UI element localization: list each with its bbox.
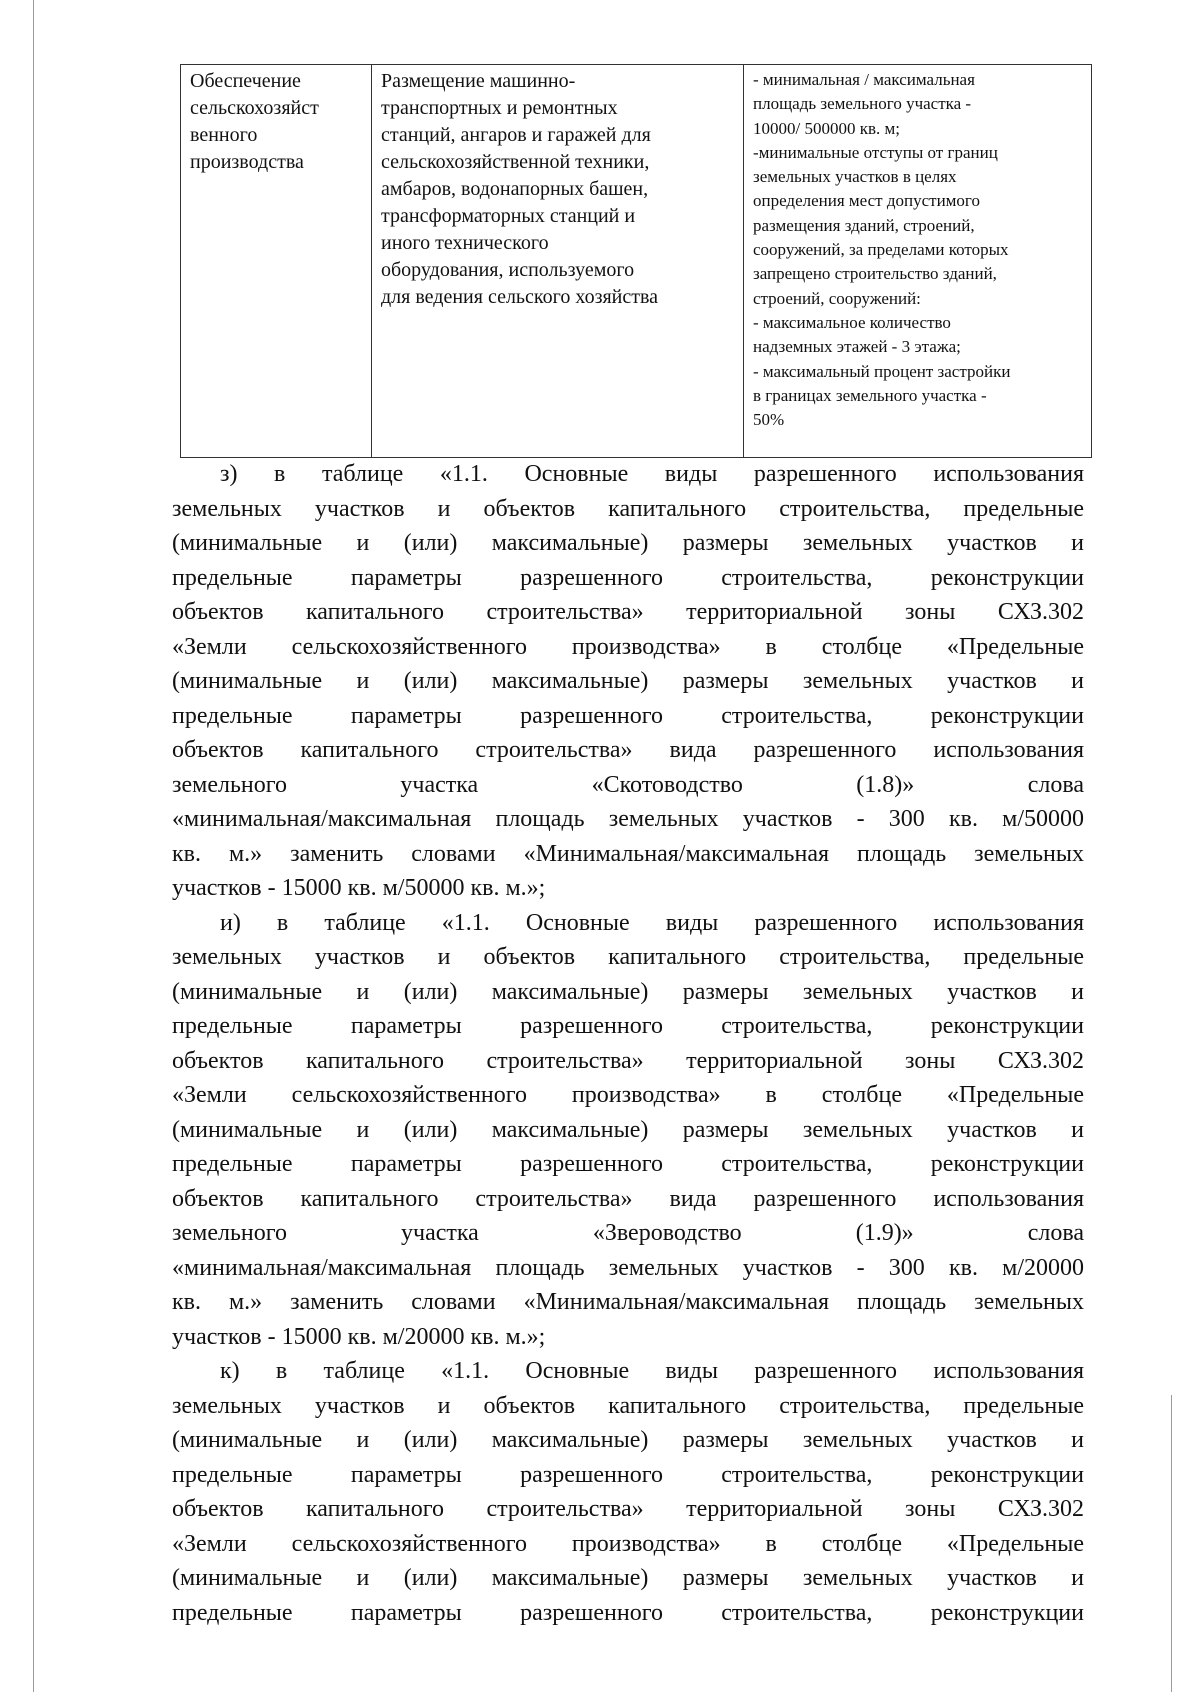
text-line: з) в таблице «1.1. Основные виды разрешенного использования xyxy=(220,461,1084,487)
text-line: земельных участков и объектов капитального строительства, предельные xyxy=(172,944,1084,970)
text-line: объектов капитального строительства» вида разрешенного использования xyxy=(172,1185,1084,1212)
cell-line: амбаров, водонапорных башен, xyxy=(381,178,649,200)
scan-edge-right xyxy=(1171,1395,1172,1692)
description-cell xyxy=(372,65,744,458)
text-line: (минимальные и (или) максимальные) размеры земельных участков и xyxy=(172,1565,1084,1591)
use-type-cell xyxy=(181,65,372,458)
text-line: «Земли сельскохозяйственного производства» в столбце «Предельные xyxy=(172,1530,1084,1557)
text-line: земельных участков и объектов капитального строительства, предельные xyxy=(172,1392,1084,1419)
document-body xyxy=(172,457,1084,1630)
text-line: «минимальная/максимальная площадь земельных участков - 300 кв. м/20000 xyxy=(172,1254,1084,1281)
text-line: объектов капитального строительства» территориальной зоны СХЗ.302 xyxy=(172,1047,1084,1074)
text-line: и) в таблице «1.1. Основные виды разрешенного использования xyxy=(220,909,1084,936)
cell-line: оборудования, используемого xyxy=(381,259,635,281)
cell-line: определения мест допустимого xyxy=(753,191,980,211)
cell-line: иного технического xyxy=(381,232,549,254)
cell-line: производства xyxy=(190,151,304,173)
text-line: (минимальные и (или) максимальные) размеры земельных участков и xyxy=(172,668,1084,694)
cell-line: транспортных и ремонтных xyxy=(381,97,618,119)
text-line: предельные параметры разрешенного строительства, реконструкции xyxy=(172,1461,1084,1488)
text-line: «Земли сельскохозяйственного производства» в столбце «Предельные xyxy=(172,1082,1084,1108)
text-line: участков - 15000 кв. м/50000 кв. м.»; xyxy=(172,875,546,901)
cell-line: площадь земельного участка - xyxy=(753,94,972,114)
table-row xyxy=(181,65,1092,458)
cell-line: сельскохозяйственной техники, xyxy=(381,151,650,173)
cell-line: сельскохозяйст xyxy=(190,97,319,119)
text-line: к) в таблице «1.1. Основные виды разрешенного использования xyxy=(220,1358,1084,1384)
text-line: (минимальные и (или) максимальные) размеры земельных участков и xyxy=(172,530,1084,556)
cell-line: земельных участков в целях xyxy=(753,167,957,187)
text-line: предельные параметры разрешенного строительства, реконструкции xyxy=(172,1013,1084,1039)
text-line: предельные параметры разрешенного строительства, реконструкции xyxy=(172,564,1084,591)
cell-line: в границах земельного участка - xyxy=(753,385,987,405)
text-line: земельных участков и объектов капитального строительства, предельные xyxy=(172,495,1084,522)
regulation-table xyxy=(180,64,1092,458)
paragraph xyxy=(172,1354,1084,1630)
cell-line: трансформаторных станций и xyxy=(381,205,636,227)
cell-line: размещения зданий, строений, xyxy=(753,215,975,235)
text-line: кв. м.» заменить словами «Минимальная/максимальная площадь земельных xyxy=(172,840,1084,867)
cell-line: надземных этажей - 3 этажа; xyxy=(753,337,961,357)
cell-line: для ведения сельского хозяйства xyxy=(381,286,659,308)
cell-line: станций, ангаров и гаражей для xyxy=(381,124,651,146)
cell-line: - минимальная / максимальная xyxy=(753,70,975,89)
text-line: предельные параметры разрешенного строительства, реконструкции xyxy=(172,1151,1084,1177)
cell-line: 50% xyxy=(753,410,785,430)
cell-line: строений, сооружений: xyxy=(753,288,921,308)
text-line: кв. м.» заменить словами «Минимальная/максимальная площадь земельных xyxy=(172,1289,1084,1315)
text-line: земельного участка «Скотоводство (1.8)» слова xyxy=(172,771,1084,798)
scan-edge-left xyxy=(33,0,34,1692)
cell-line: венного xyxy=(190,124,258,146)
text-line: «минимальная/максимальная площадь земельных участков - 300 кв. м/50000 xyxy=(172,806,1084,832)
cell-line: - максимальный процент застройки xyxy=(753,361,1011,381)
cell-line: запрещено строительство зданий, xyxy=(753,264,997,284)
cell-line: Размещение машинно- xyxy=(381,70,576,92)
parameters-cell xyxy=(744,65,1092,458)
text-line: (минимальные и (или) максимальные) размеры земельных участков и xyxy=(172,1427,1084,1453)
cell-line: -минимальные отступы от границ xyxy=(753,142,998,162)
text-line: земельного участка «Звероводство (1.9)» слова xyxy=(172,1220,1084,1246)
cell-line: 10000/ 500000 кв. м; xyxy=(753,118,900,138)
text-line: объектов капитального строительства» территориальной зоны СХЗ.302 xyxy=(172,1496,1084,1522)
paragraph xyxy=(172,457,1084,906)
text-line: (минимальные и (или) максимальные) размеры земельных участков и xyxy=(172,1116,1084,1143)
text-line: участков - 15000 кв. м/20000 кв. м.»; xyxy=(172,1323,546,1350)
cell-line: - максимальное количество xyxy=(753,312,951,332)
text-line: «Земли сельскохозяйственного производства» в столбце «Предельные xyxy=(172,633,1084,660)
text-line: (минимальные и (или) максимальные) размеры земельных участков и xyxy=(172,978,1084,1005)
text-line: объектов капитального строительства» территориальной зоны СХЗ.302 xyxy=(172,599,1084,625)
cell-line: сооружений, за пределами которых xyxy=(753,240,1009,260)
text-line: объектов капитального строительства» вида разрешенного использования xyxy=(172,737,1084,763)
text-line: предельные параметры разрешенного строительства, реконструкции xyxy=(172,1599,1084,1626)
cell-line: Обеспечение xyxy=(190,70,301,92)
text-line: предельные параметры разрешенного строительства, реконструкции xyxy=(172,702,1084,729)
paragraph xyxy=(172,906,1084,1355)
